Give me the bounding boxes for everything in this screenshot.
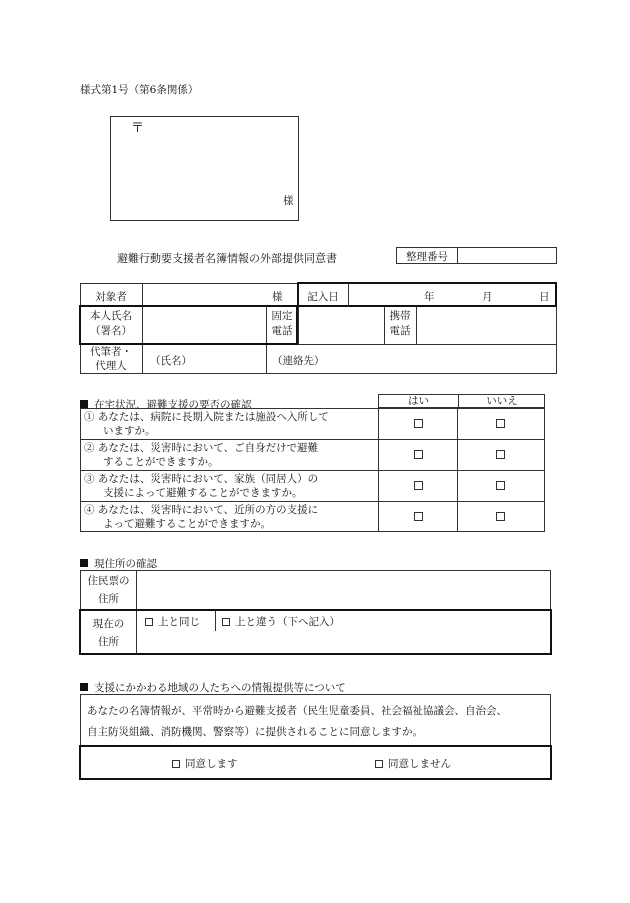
landline-label: 固定 電話 [271, 310, 293, 337]
mobile-label: 携帯 電話 [389, 310, 411, 337]
same-address-checkbox[interactable] [145, 618, 153, 626]
consent-options-box [79, 745, 552, 780]
ref-number-box [396, 247, 557, 264]
registered-address-field[interactable] [137, 571, 550, 609]
document-title: 避難行動要支援者名簿情報の外部提供同意書 [117, 252, 337, 265]
different-address-checkbox[interactable] [222, 618, 230, 626]
year-label: 年 [424, 291, 435, 303]
q2-no-checkbox[interactable] [496, 450, 505, 459]
yes-header: はい [408, 395, 429, 407]
entry-date-label: 記入日 [307, 291, 339, 303]
consent-text: あなたの名簿情報が、平常時から避難支援者（民生児童委員、社会福祉協議会、自治会、 自主防災組織、消防機関、警察等）に提供されることに同意しますか。 [87, 705, 507, 738]
address-box[interactable] [110, 116, 299, 221]
postal-mark: 〒 [131, 121, 145, 136]
question-4: ④ あなたは、災害時において、近所の方の支援に よって避難することができますか。 [84, 504, 319, 530]
consent-text-box [80, 694, 551, 746]
q1-yes-checkbox[interactable] [414, 419, 423, 428]
name-label: 本人氏名 （署名） [90, 310, 132, 337]
registered-address-label: 住民票の 住所 [87, 575, 130, 605]
q4-no-checkbox[interactable] [496, 512, 505, 521]
agree-option[interactable]: 同意します [172, 756, 238, 771]
registered-address-row [80, 570, 551, 610]
mobile-field[interactable] [417, 307, 556, 343]
address-honorific: 様 [283, 195, 294, 207]
question-2: ② あなたは、災害時において、ご自身だけで避難 することができますか。 [84, 442, 319, 468]
q2-yes-checkbox[interactable] [414, 450, 423, 459]
disagree-checkbox[interactable] [375, 760, 383, 768]
section2-heading: 現住所の確認 [80, 556, 157, 571]
q1-no-checkbox[interactable] [496, 419, 505, 428]
current-address-row [79, 609, 552, 655]
agree-checkbox[interactable] [172, 760, 180, 768]
different-address-option[interactable]: 上と違う（下へ記入） [222, 614, 340, 629]
same-address-option[interactable]: 上と同じ [145, 614, 200, 629]
proxy-contact-label: （連絡先） [272, 355, 325, 367]
bullet-square-icon [80, 400, 88, 408]
month-label: 月 [482, 291, 493, 303]
proxy-label: 代筆者・ 代理人 [90, 346, 132, 372]
day-label: 日 [539, 291, 550, 303]
proxy-name-label: （氏名） [150, 355, 192, 367]
disagree-option[interactable]: 同意しません [375, 756, 451, 771]
bullet-square-icon [80, 559, 88, 567]
section3-heading: 支援にかかわる地域の人たちへの情報提供等について [80, 680, 346, 695]
target-label: 対象者 [95, 291, 127, 303]
question-3: ③ あなたは、災害時において、家族（同居人）の 支援によって避難することができますか。 [84, 473, 319, 499]
ref-number-field[interactable] [458, 248, 556, 263]
bullet-square-icon [80, 683, 88, 691]
ref-number-label: 整理番号 [406, 251, 448, 263]
answer-header [378, 394, 545, 408]
landline-field[interactable] [299, 307, 384, 343]
section1-heading: 在宅状況、避難支援の要否の確認 [80, 397, 252, 412]
target-honorific: 様 [272, 291, 283, 303]
q4-yes-checkbox[interactable] [414, 512, 423, 521]
form-number: 様式第1号（第6条関係） [80, 84, 199, 96]
q3-yes-checkbox[interactable] [414, 481, 423, 490]
current-address-label: 現在の 住所 [92, 618, 125, 648]
no-header: いいえ [486, 395, 518, 407]
question-1: ① あなたは、病院に長期入院または施設へ入所して いますか。 [84, 411, 329, 437]
q3-no-checkbox[interactable] [496, 481, 505, 490]
